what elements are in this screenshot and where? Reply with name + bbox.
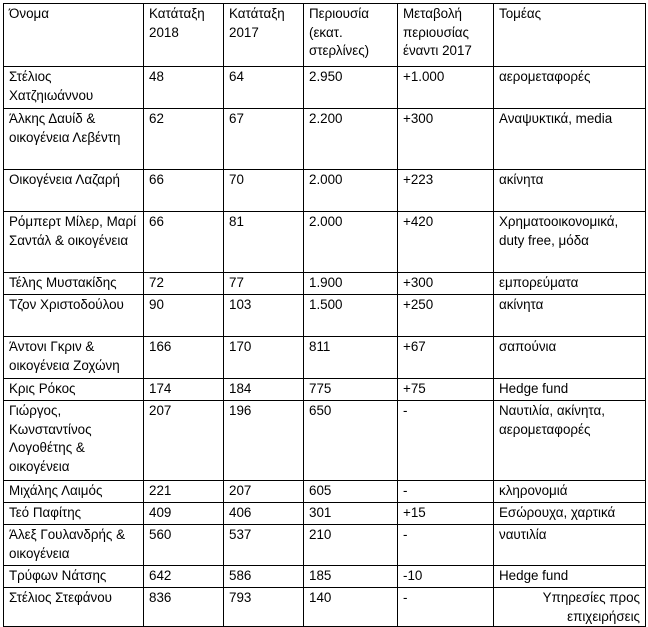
cell-assets: 140 <box>304 588 398 627</box>
cell-change: +223 <box>398 170 494 212</box>
cell-sector: σαπούνια <box>494 337 646 379</box>
cell-rank-2017: 586 <box>224 566 304 588</box>
cell-rank-2018: 166 <box>144 337 224 379</box>
cell-rank-2017: 537 <box>224 525 304 566</box>
cell-change: +15 <box>398 503 494 525</box>
cell-name: Οικογένεια Λαζαρή <box>4 170 144 212</box>
cell-rank-2017: 196 <box>224 401 304 481</box>
cell-rank-2018: 560 <box>144 525 224 566</box>
cell-sector: Χρηματοοικονομικά, duty free, μόδα <box>494 212 646 273</box>
header-row <box>4 4 646 67</box>
cell-sector: Εσώρουχα, χαρτικά <box>494 503 646 525</box>
cell-name: Στέλιος Χατζηιωάννου <box>4 67 144 109</box>
cell-assets: 185 <box>304 566 398 588</box>
cell-assets: 1.900 <box>304 273 398 295</box>
cell-rank-2018: 642 <box>144 566 224 588</box>
cell-sector: ακίνητα <box>494 170 646 212</box>
table-row <box>4 337 646 379</box>
cell-rank-2017: 184 <box>224 379 304 401</box>
cell-change: +67 <box>398 337 494 379</box>
cell-rank-2018: 409 <box>144 503 224 525</box>
cell-sector: εμπορεύματα <box>494 273 646 295</box>
cell-name: Στέλιος Στεφάνου <box>4 588 144 627</box>
wealth-table <box>3 3 646 627</box>
cell-assets: 811 <box>304 337 398 379</box>
cell-change: +300 <box>398 109 494 170</box>
cell-assets: 2.200 <box>304 109 398 170</box>
cell-assets: 2.000 <box>304 212 398 273</box>
cell-name: Κρις Ρόκος <box>4 379 144 401</box>
cell-name: Τεό Παφίτης <box>4 503 144 525</box>
table-row <box>4 170 646 212</box>
table-row <box>4 109 646 170</box>
header-change: Μεταβολή περιουσίας έναντι 2017 <box>398 4 494 67</box>
cell-change: - <box>398 401 494 481</box>
cell-name: Γιώργος, Κωνσταντίνος Λογοθέτης & οικογένεια <box>4 401 144 481</box>
cell-name: Τέλης Μυστακίδης <box>4 273 144 295</box>
cell-name: Μιχάλης Λαιμός <box>4 481 144 503</box>
cell-assets: 650 <box>304 401 398 481</box>
header-rank-2017: Κατάταξη 2017 <box>224 4 304 67</box>
cell-rank-2017: 67 <box>224 109 304 170</box>
cell-name: Τρύφων Νάτσης <box>4 566 144 588</box>
cell-rank-2018: 62 <box>144 109 224 170</box>
cell-rank-2017: 64 <box>224 67 304 109</box>
cell-change: -10 <box>398 566 494 588</box>
cell-rank-2017: 103 <box>224 295 304 337</box>
cell-assets: 775 <box>304 379 398 401</box>
cell-change: - <box>398 481 494 503</box>
header-name: Όνομα <box>4 4 144 67</box>
cell-sector: κληρονομιά <box>494 481 646 503</box>
cell-change: +75 <box>398 379 494 401</box>
table-row <box>4 588 646 627</box>
table-row <box>4 212 646 273</box>
header-rank-2018: Κατάταξη 2018 <box>144 4 224 67</box>
table-row <box>4 503 646 525</box>
cell-sector: ναυτιλία <box>494 525 646 566</box>
cell-assets: 605 <box>304 481 398 503</box>
cell-rank-2018: 221 <box>144 481 224 503</box>
cell-rank-2018: 66 <box>144 170 224 212</box>
cell-rank-2018: 207 <box>144 401 224 481</box>
table-row <box>4 67 646 109</box>
table-row <box>4 401 646 481</box>
cell-rank-2018: 48 <box>144 67 224 109</box>
cell-rank-2018: 66 <box>144 212 224 273</box>
cell-assets: 2.950 <box>304 67 398 109</box>
header-assets: Περιουσία (εκατ. στερλίνες) <box>304 4 398 67</box>
cell-rank-2017: 406 <box>224 503 304 525</box>
table-row <box>4 273 646 295</box>
cell-name: Τζον Χριστοδούλου <box>4 295 144 337</box>
cell-change: +1.000 <box>398 67 494 109</box>
cell-name: Άλκης Δαυίδ & οικογένεια Λεβέντη <box>4 109 144 170</box>
cell-change: +250 <box>398 295 494 337</box>
cell-rank-2018: 72 <box>144 273 224 295</box>
cell-rank-2018: 90 <box>144 295 224 337</box>
cell-rank-2017: 77 <box>224 273 304 295</box>
cell-sector: Hedge fund <box>494 379 646 401</box>
cell-name: Ρόμπερτ Μίλερ, Μαρί Σαντάλ & οικογένεια <box>4 212 144 273</box>
cell-change: +300 <box>398 273 494 295</box>
cell-assets: 301 <box>304 503 398 525</box>
cell-rank-2018: 836 <box>144 588 224 627</box>
table-row <box>4 379 646 401</box>
table-row <box>4 566 646 588</box>
cell-assets: 210 <box>304 525 398 566</box>
cell-sector: Ναυτιλία, ακίνητα, αερομεταφορές <box>494 401 646 481</box>
table-row <box>4 481 646 503</box>
header-sector: Τομέας <box>494 4 646 67</box>
cell-rank-2017: 793 <box>224 588 304 627</box>
cell-change: - <box>398 588 494 627</box>
cell-rank-2017: 70 <box>224 170 304 212</box>
cell-rank-2017: 81 <box>224 212 304 273</box>
cell-rank-2018: 174 <box>144 379 224 401</box>
cell-rank-2017: 170 <box>224 337 304 379</box>
table-row <box>4 525 646 566</box>
cell-assets: 1.500 <box>304 295 398 337</box>
cell-sector: Υπηρεσίες προς επιχειρήσεις <box>494 588 646 627</box>
cell-sector: αερομεταφορές <box>494 67 646 109</box>
cell-change: +420 <box>398 212 494 273</box>
cell-sector: Αναψυκτικά, media <box>494 109 646 170</box>
cell-change: - <box>398 525 494 566</box>
cell-name: Άλεξ Γουλανδρής & οικογένεια <box>4 525 144 566</box>
cell-assets: 2.000 <box>304 170 398 212</box>
cell-sector: ακίνητα <box>494 295 646 337</box>
table-row <box>4 295 646 337</box>
cell-rank-2017: 207 <box>224 481 304 503</box>
cell-sector: Hedge fund <box>494 566 646 588</box>
cell-name: Άντονι Γκριν & οικογένεια Ζοχώνη <box>4 337 144 379</box>
